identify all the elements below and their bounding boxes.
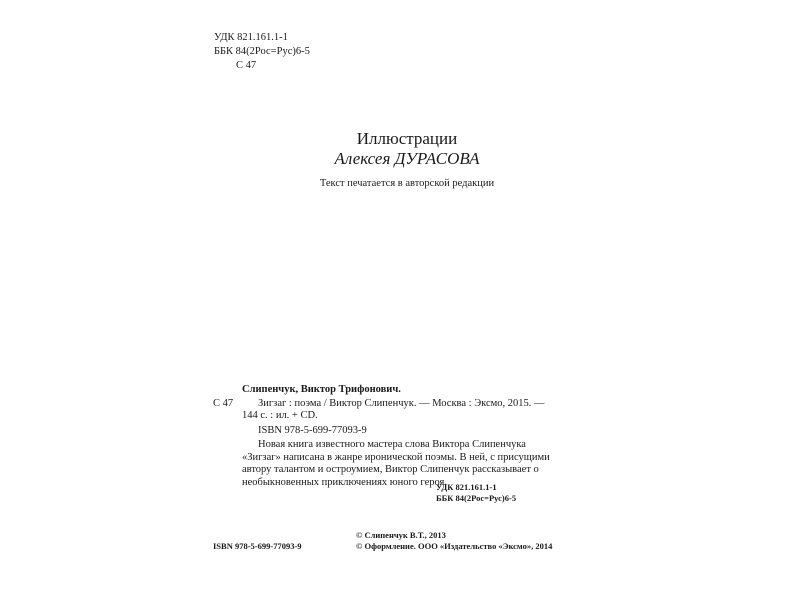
edition-note: Текст печатается в авторской редакции [319, 178, 495, 189]
annotation-line: автору талантом и остроумием, Виктор Слипенчук рассказывает о [242, 464, 539, 475]
annotation-line: Новая книга известного мастера слова Виктора Слипенчука [258, 439, 526, 450]
copyright-design: © Оформление. ООО «Издательство «Эксмо», 2014 [356, 541, 553, 551]
author-index: С 47 [236, 60, 257, 71]
record-author: Слипенчук, Виктор Трифонович. [242, 384, 401, 395]
classification-codes [214, 31, 310, 73]
udk-code-bottom: УДК 821.161.1-1 [436, 482, 497, 492]
bbk-code-bottom: ББК 84(2Рос=Рус)6-5 [436, 493, 517, 503]
illustrations-label: Иллюстрации [356, 129, 458, 148]
annotation-line: необыкновенных приключениях юного героя. [242, 476, 447, 488]
bbk-code: ББК 84(2Рос=Рус)6-5 [214, 46, 310, 57]
classification-codes-bottom [436, 482, 516, 504]
copyright-block [356, 530, 552, 552]
copyright-author: © Слипенчук В.Т., 2013 [356, 530, 446, 540]
record-extent-line: 144 с. : ил. + CD. [242, 410, 318, 421]
isbn-bottom: ISBN 978-5-699-77093-9 [213, 541, 302, 551]
illustrator-name: Алексея ДУРАСОВА [334, 149, 480, 168]
record-isbn: ISBN 978-5-699-77093-9 [258, 425, 367, 436]
annotation-line: «Зигзаг» написана в жанре иронической поэмы. В ней, с присущими [242, 451, 550, 463]
record-index: С 47 [213, 398, 234, 409]
record-title-line: Зигзаг : поэма / Виктор Слипенчук. — Москва : Эксмо, 2015. — [258, 398, 545, 409]
udk-code: УДК 821.161.1-1 [214, 32, 288, 43]
